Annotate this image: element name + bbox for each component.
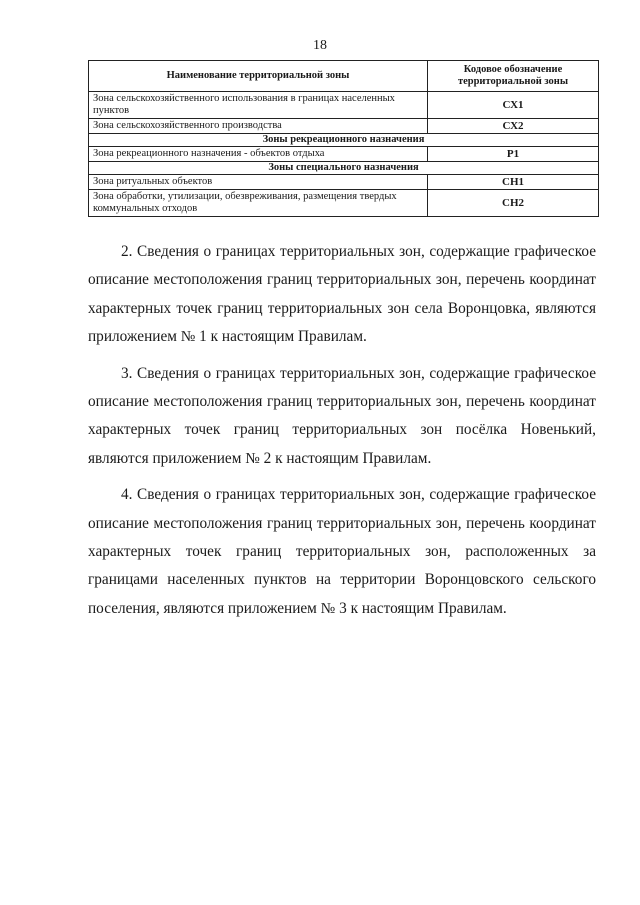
- table-row: [89, 119, 599, 134]
- zone-name-cell: Зона сельскохозяйственного использования в границах населенных пунктов: [89, 92, 428, 119]
- paragraph: 2. Сведения о границах территориальных зон, содержащие графическое описание местоположения границ территориальных зон, перечень координат характерных точек границ территориальных зон села Воронцовка, являются приложением № 1 к настоящим Правилам.: [88, 243, 596, 346]
- zone-code-cell: СН1: [428, 175, 599, 190]
- territorial-zones-table: [88, 60, 599, 217]
- body-text: [88, 238, 596, 631]
- zone-code-cell: Р1: [428, 147, 599, 162]
- table-header-row: [89, 61, 599, 92]
- zone-code-cell: СХ2: [428, 119, 599, 134]
- table-row: [89, 147, 599, 162]
- table-row: [89, 92, 599, 119]
- zone-code-cell: СН2: [428, 190, 599, 217]
- zone-name-cell: Зона обработки, утилизации, обезвреживания, размещения твердых коммунальных отходов: [89, 190, 428, 217]
- table-row: [89, 175, 599, 190]
- zone-name-cell: Зона рекреационного назначения - объектов отдыха: [89, 147, 428, 162]
- zone-name-cell: Зона ритуальных объектов: [89, 175, 428, 190]
- paragraph: 4. Сведения о границах территориальных зон, содержащие графическое описание местоположения границ территориальных зон, перечень координат характерных точек границ территориальных зон, расположенных за границами населенных пунктов на территории Воронцовского сельского поселения, являются приложением № 3 к настоящим Правилам.: [88, 486, 596, 617]
- zone-group-heading: Зоны специального назначения: [89, 162, 599, 175]
- table-row: [89, 190, 599, 217]
- page-number: 18: [313, 38, 327, 53]
- zone-code-cell: СХ1: [428, 92, 599, 119]
- zone-name-cell: Зона сельскохозяйственного производства: [89, 119, 428, 134]
- table-group-row: [89, 162, 599, 175]
- header-zone-name: Наименование территориальной зоны: [89, 61, 428, 92]
- table-group-row: [89, 134, 599, 147]
- header-zone-code: Кодовое обозначение территориальной зоны: [428, 61, 599, 92]
- paragraph: 3. Сведения о границах территориальных зон, содержащие графическое описание местоположения границ территориальных зон, перечень координат характерных точек границ территориальных зон посёлка Новенький, являются приложением № 2 к настоящим Правилам.: [88, 364, 596, 467]
- zone-group-heading: Зоны рекреационного назначения: [89, 134, 599, 147]
